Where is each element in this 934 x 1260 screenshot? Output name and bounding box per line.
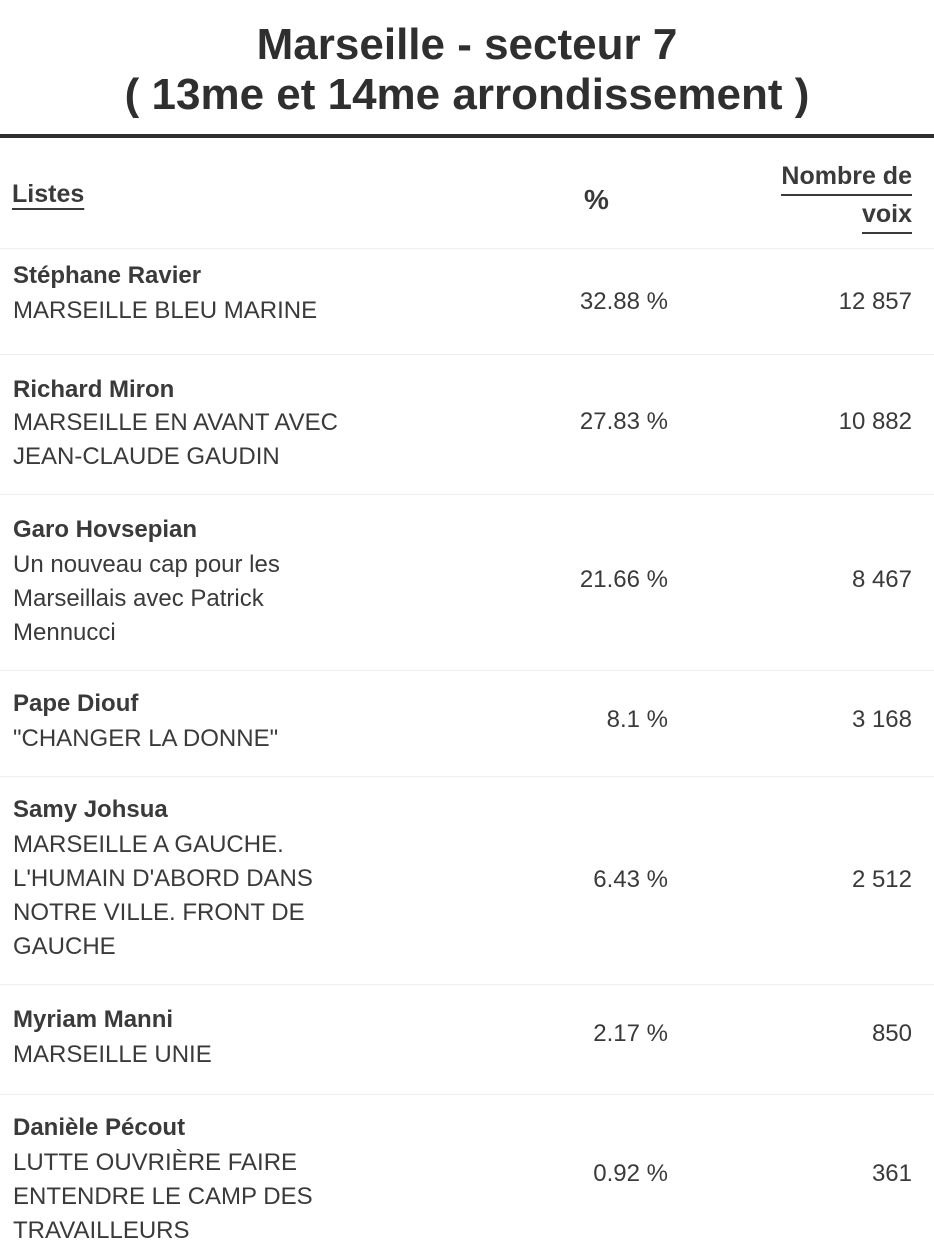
- row-divider: [0, 670, 934, 671]
- list-line: L'HUMAIN D'ABORD DANS: [13, 865, 313, 892]
- row-divider: [0, 984, 934, 985]
- row-divider: [0, 1094, 934, 1095]
- list-line: MARSEILLE A GAUCHE.: [13, 831, 284, 858]
- votes-value: 3 168: [851, 706, 912, 733]
- list-line: MARSEILLE UNIE: [13, 1041, 212, 1068]
- list-name: [13, 406, 413, 474]
- list-line: JEAN-CLAUDE GAUDIN: [13, 443, 280, 470]
- candidate-name: Samy Johsua: [13, 796, 168, 823]
- list-line: Marseillais avec Patrick: [13, 585, 264, 612]
- list-line: MARSEILLE BLEU MARINE: [13, 297, 318, 324]
- list-name: [13, 548, 413, 650]
- list-line: Un nouveau cap pour les: [13, 551, 280, 578]
- row-divider: [0, 776, 934, 777]
- percent-value: 21.66 %: [579, 566, 668, 593]
- percent-value: 8.1 %: [606, 706, 668, 733]
- row-divider: [0, 494, 934, 495]
- candidate-name: Danièle Pécout: [13, 1114, 186, 1141]
- percent-value: 6.43 %: [593, 866, 668, 893]
- candidate-name: Stéphane Ravier: [13, 262, 202, 289]
- votes-value: 8 467: [851, 566, 912, 593]
- list-name: [13, 1146, 413, 1248]
- header-votes-line-1: Nombre de: [781, 158, 912, 196]
- page-title: [0, 20, 934, 120]
- header-votes: [781, 158, 912, 234]
- row-divider: [0, 248, 934, 249]
- header-lists: Listes: [12, 180, 85, 208]
- list-line: ENTENDRE LE CAMP DES: [13, 1183, 313, 1210]
- candidate-name: Pape Diouf: [13, 690, 139, 717]
- votes-value: 10 882: [838, 408, 912, 435]
- list-line: NOTRE VILLE. FRONT DE: [13, 899, 305, 926]
- list-line: TRAVAILLEURS: [13, 1217, 190, 1244]
- candidate-name: Myriam Manni: [13, 1006, 174, 1033]
- list-line: LUTTE OUVRIÈRE FAIRE: [13, 1149, 298, 1176]
- votes-value: 361: [871, 1160, 912, 1187]
- list-line: GAUCHE: [13, 933, 116, 960]
- row-divider: [0, 354, 934, 355]
- candidate-name: Richard Miron: [13, 376, 175, 403]
- list-line: MARSEILLE EN AVANT AVEC: [13, 409, 339, 436]
- votes-value: 850: [871, 1020, 912, 1047]
- votes-value: 12 857: [838, 288, 912, 315]
- percent-value: 0.92 %: [593, 1160, 668, 1187]
- percent-value: 27.83 %: [579, 408, 668, 435]
- percent-value: 32.88 %: [579, 288, 668, 315]
- percent-value: 2.17 %: [593, 1020, 668, 1047]
- list-line: Mennucci: [13, 619, 116, 646]
- title-divider: [0, 134, 934, 138]
- title-line-2: ( 13me et 14me arrondissement ): [124, 70, 810, 119]
- title-line-1: Marseille - secteur 7: [256, 20, 678, 69]
- list-name: [13, 828, 413, 964]
- candidate-name: Garo Hovsepian: [13, 516, 198, 543]
- list-name: [13, 1038, 413, 1072]
- list-name: [13, 722, 413, 756]
- header-votes-line-2: voix: [862, 196, 912, 234]
- list-name: [13, 294, 413, 328]
- list-line: "CHANGER LA DONNE": [13, 725, 279, 752]
- header-percent: %: [584, 184, 609, 215]
- votes-value: 2 512: [851, 866, 912, 893]
